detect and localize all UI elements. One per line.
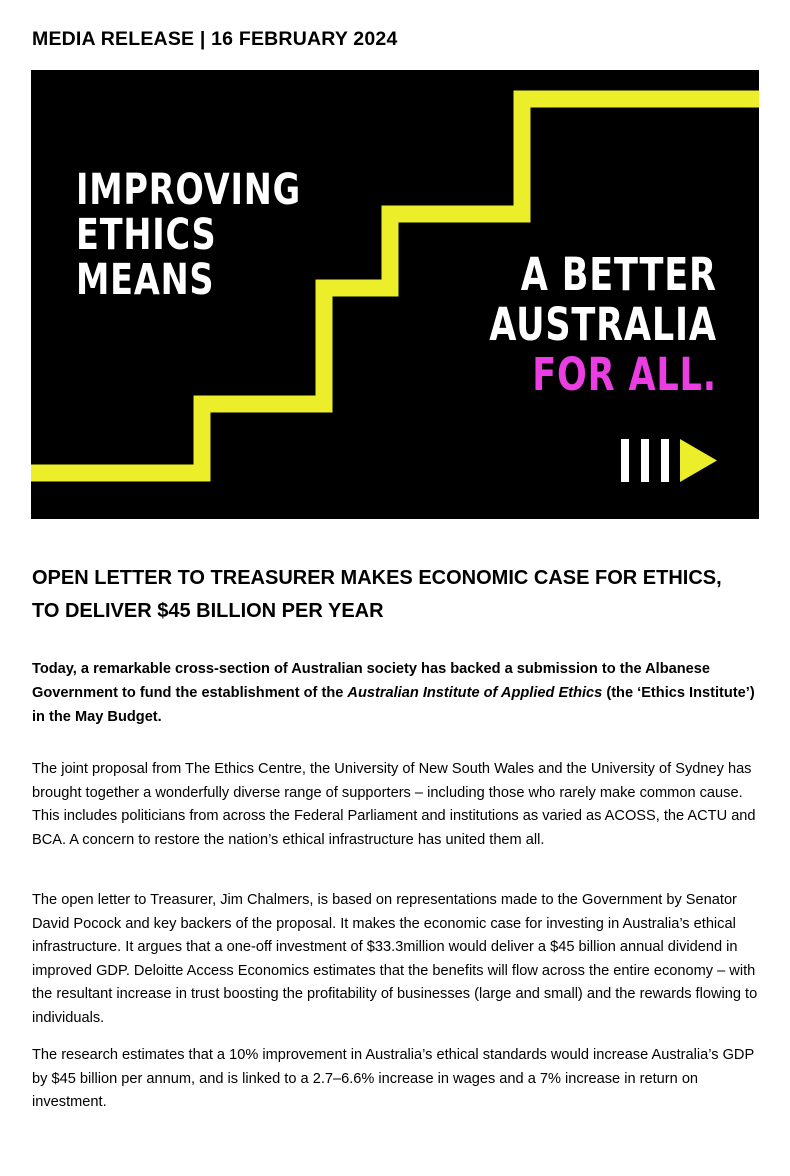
intro-paragraph (32, 657, 762, 729)
banner-right-text (489, 250, 717, 400)
campaign-banner (31, 70, 759, 519)
banner-right-line: A BETTER (520, 248, 717, 301)
institute-name: Australian Institute of Applied Ethics (347, 685, 603, 701)
body-paragraph: The joint proposal from The Ethics Centre, the University of New South Wales and the University of Sydney has brought together a wonderfully diverse range of supporters – including those who rarely make common cause. This includes politicians from across the Federal Parliament and institutions as varied as ACOSS, the ACTU and BCA. A concern to restore the nation’s ethical infrastructure has united them all. (32, 761, 756, 848)
media-release-date-header: MEDIA RELEASE | 16 FEBRUARY 2024 (32, 28, 398, 50)
banner-left-line: MEANS (76, 255, 215, 305)
banner-right-line: AUSTRALIA (489, 298, 717, 351)
intro-text: Today, a remarkable cross-section of Australian society has backed a submission to the Albanese Government to fund the establishment of the (32, 661, 711, 701)
article-headline (32, 562, 772, 628)
body-paragraph: The research estimates that a 10% improvement in Australia’s ethical standards would increase Australia’s GDP by $45 billion per annum, and is linked to a 2.7–6.6% increase in wages and a 7% increase in return on investment. (32, 1047, 754, 1110)
three-bars-and-arrow-logo-icon (621, 439, 717, 482)
intro-text-end: (the ‘Ethics Institute’) in the May Budget. (32, 685, 755, 725)
banner-left-line: ETHICS (76, 210, 217, 260)
banner-right-pink-line: FOR ALL. (532, 348, 717, 401)
banner-left-text (76, 165, 301, 305)
headline-line: OPEN LETTER TO TREASURER MAKES ECONOMIC CASE FOR ETHICS, (32, 567, 722, 589)
body-paragraph: The open letter to Treasurer, Jim Chalmers, is based on representations made to the Government by Senator David Pocock and key backers of the proposal. It makes the economic case for investing in Australia’s ethical infrastructure. It argues that a one-off investment of $33.3million would deliver a $45 billion annual dividend in improved GDP. Deloitte Access Economics estimates that the benefits will flow across the entire economy – with the resultant increase in trust boosting the profitability of businesses (large and small) and the rewards flowing to individuals. (32, 892, 758, 1026)
headline-line: TO DELIVER $45 BILLION PER YEAR (32, 600, 384, 622)
banner-left-line: IMPROVING (76, 165, 301, 215)
